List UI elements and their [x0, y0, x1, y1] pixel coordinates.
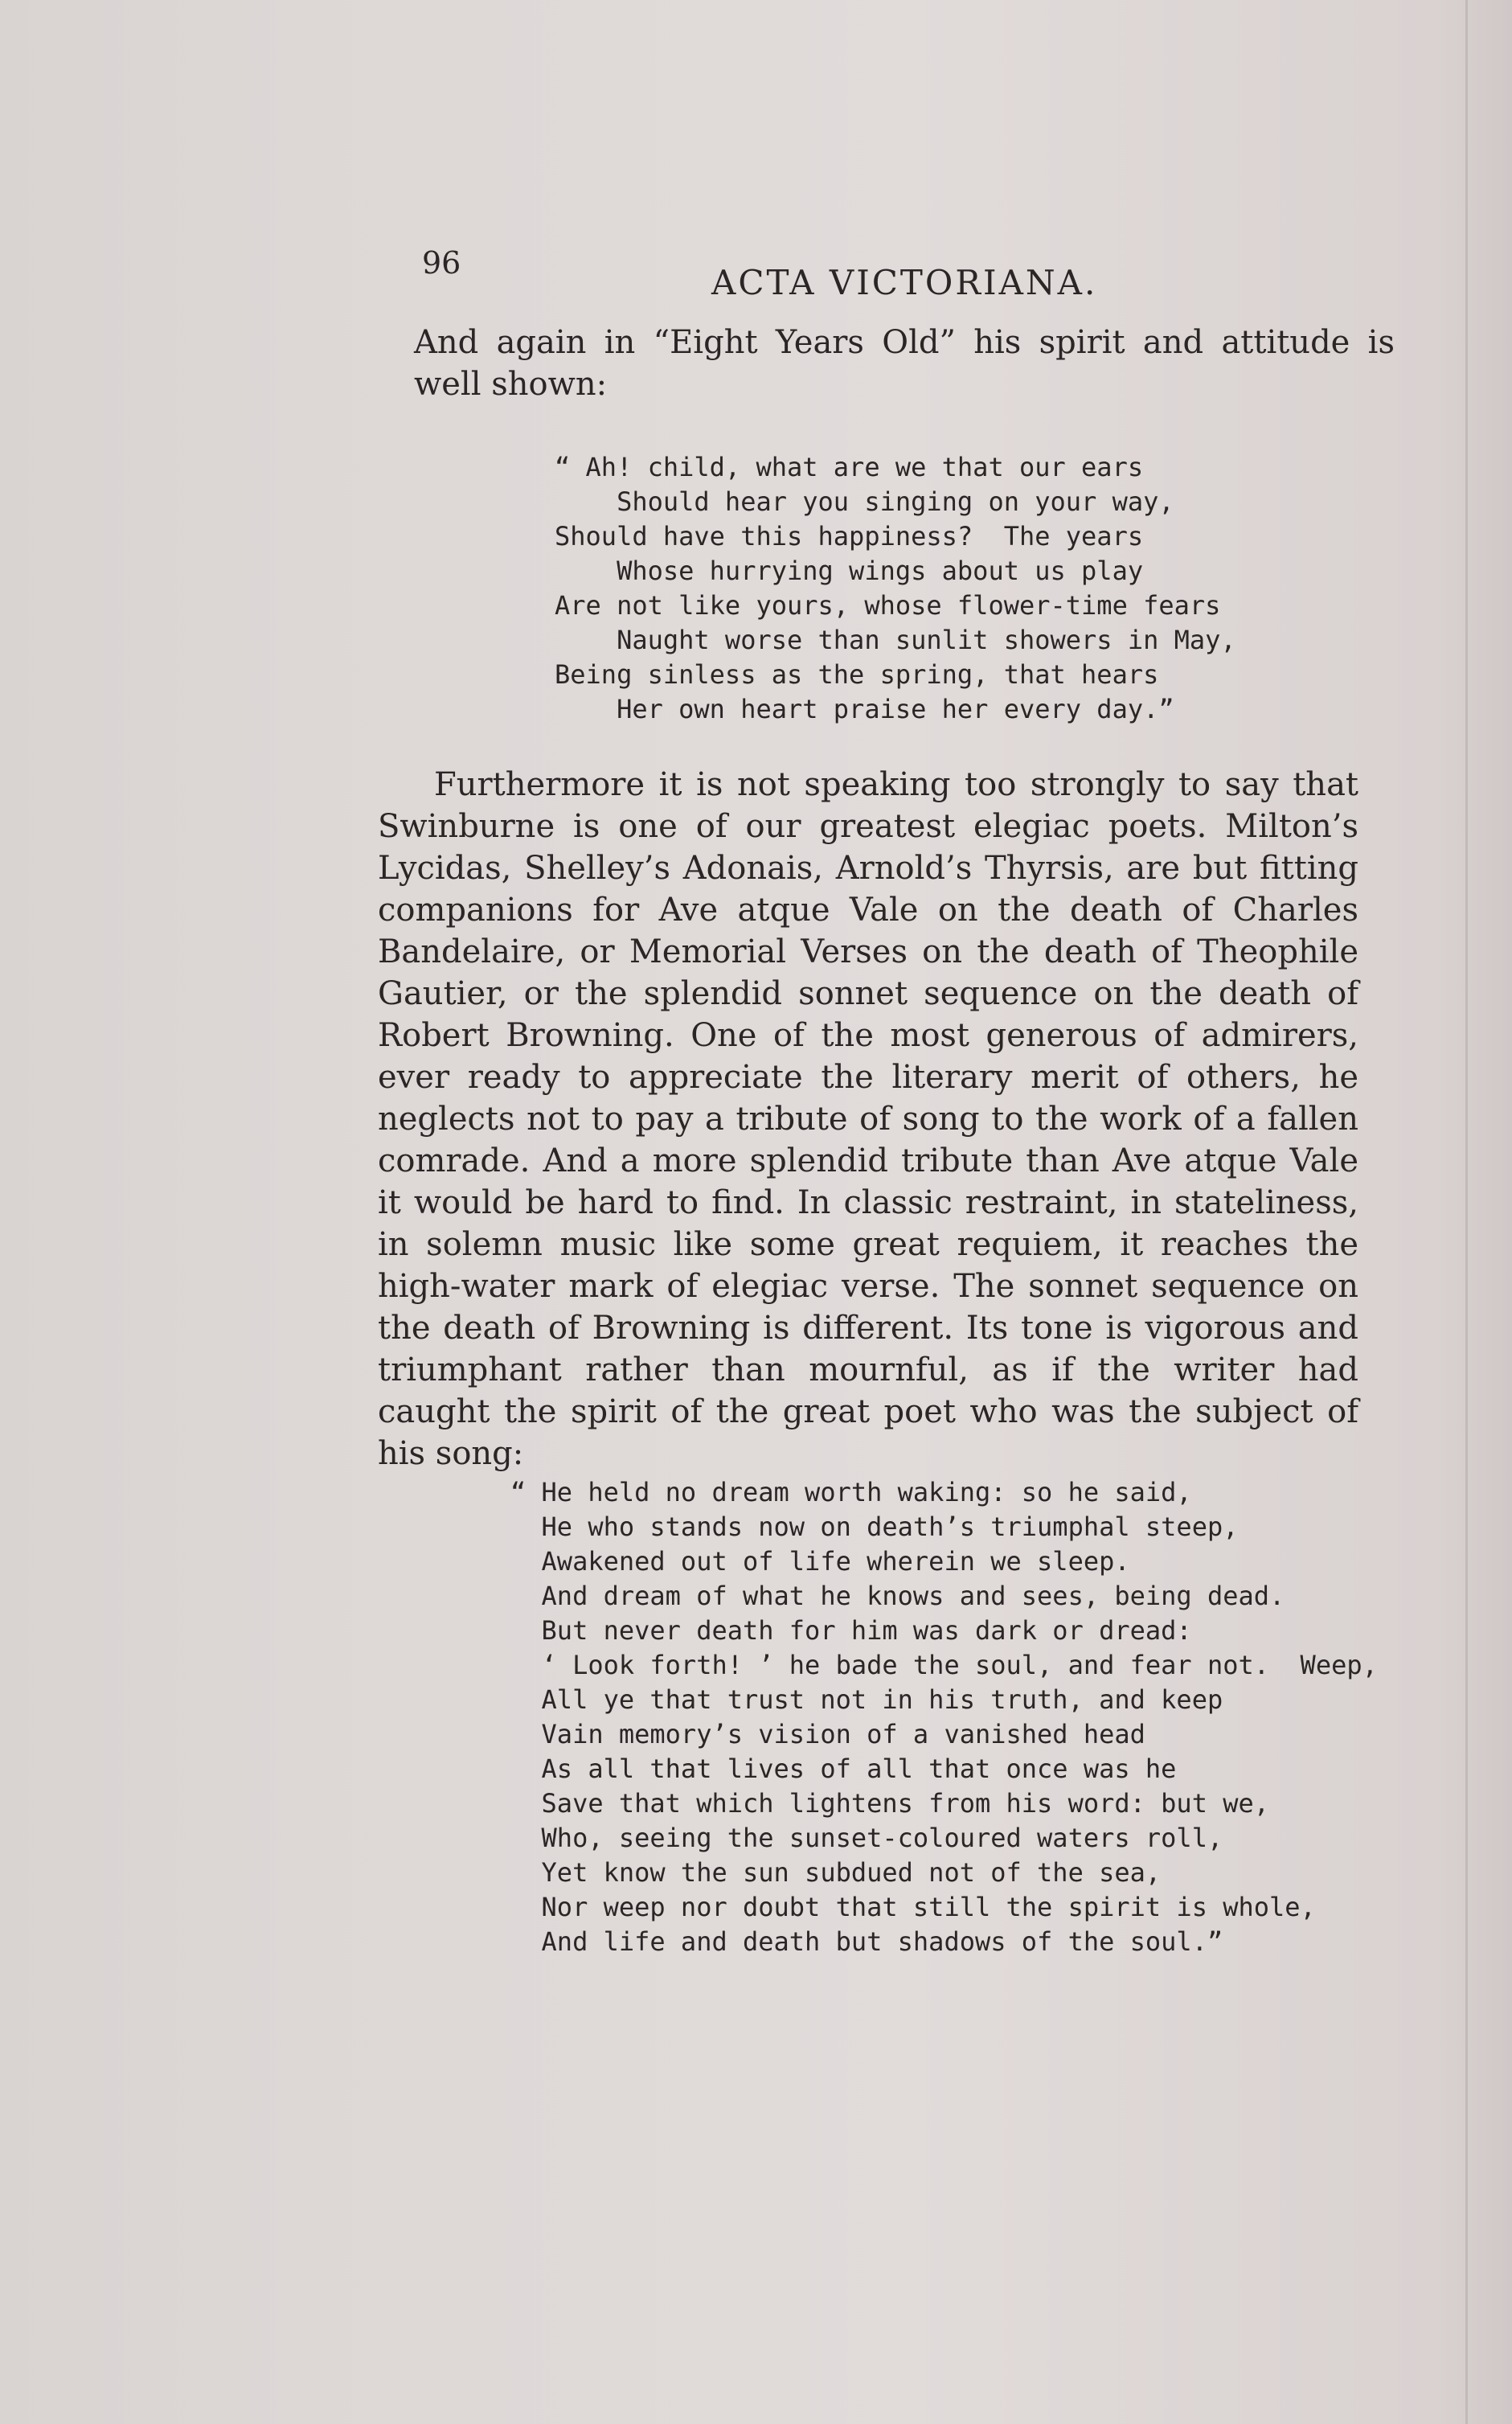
verse-line: He who stands now on death’s triumphal steep,: [510, 1511, 1239, 1542]
verse-line: Should hear you singing on your way,: [555, 486, 1174, 517]
verse-line: Naught worse than sunlit showers in May,: [555, 625, 1236, 655]
verse-line: “ He held no dream worth waking: so he said,: [510, 1477, 1192, 1507]
verse-line: Nor weep nor doubt that still the spirit is whole,: [510, 1892, 1316, 1922]
verse-line: And life and death but shadows of the soul.”: [510, 1926, 1223, 1957]
verse-line: Who, seeing the sunset-coloured waters roll,: [510, 1823, 1223, 1853]
running-title: ACTA VICTORIANA.: [711, 263, 1098, 302]
main-paragraph: Furthermore it is not speaking too strongly to say that Swinburne is one of our greatest elegiac poets. Milton’s Lycidas, Shelley’s Adonais, Arnold’s Thyrsis, are but fitting companions for Ave atque Vale on the death of Charles Bandelaire, or Memorial Verses on the death of Theophile Gautier, or the splendid sonnet sequence on the death of Robert Browning. One of the most generous of admirers, ever ready to appreciate the literary merit of others, he neglects not to pay a tribute of song to the work of a fallen comrade. And a more splendid tribute than Ave atque Vale it would be hard to find. In classic restraint, in stateliness, in solemn music like some great requiem, it reaches the high-water mark of elegiac verse. The sonnet sequence on the death of Browning is different. Its tone is vigorous and triumphant rather than mournful, as if the writer had caught the spirit of the great poet who was the subject of his song:: [378, 766, 1358, 1472]
page-edge: [1465, 0, 1468, 2424]
page-number: 96: [422, 245, 461, 281]
verse-line: And dream of what he knows and sees, being dead.: [510, 1581, 1285, 1611]
verse-line: Awakened out of life wherein we sleep.: [510, 1546, 1130, 1577]
intro-paragraph: And again in “Eight Years Old” his spirit and attitude is well shown:: [414, 324, 1395, 403]
verse-line: Yet know the sun subdued not of the sea,: [510, 1857, 1162, 1888]
verse-line: All ye that trust not in his truth, and keep: [510, 1684, 1223, 1715]
page-header: [422, 245, 1379, 310]
verse-line: “ Ah! child, what are we that our ears: [555, 452, 1144, 482]
verse-line: Save that which lightens from his word: but we,: [510, 1788, 1270, 1819]
verse-line: But never death for him was dark or dread:: [510, 1615, 1192, 1646]
verse-quote-browning-sonnet: [510, 1475, 1378, 1959]
verse-line: Vain memory’s vision of a vanished head: [510, 1719, 1145, 1749]
verse-line: ‘ Look forth! ’ he bade the soul, and fear not. Weep,: [510, 1650, 1378, 1680]
verse-quote-eight-years-old: [555, 450, 1236, 727]
verse-line: Whose hurrying wings about us play: [555, 556, 1144, 586]
verse-line: Should have this happiness? The years: [555, 521, 1144, 552]
verse-line: Are not like yours, whose flower-time fears: [555, 590, 1221, 621]
verse-line: Her own heart praise her every day.”: [555, 694, 1174, 724]
verse-line: Being sinless as the spring, that hears: [555, 659, 1159, 690]
verse-line: As all that lives of all that once was he: [510, 1753, 1177, 1784]
